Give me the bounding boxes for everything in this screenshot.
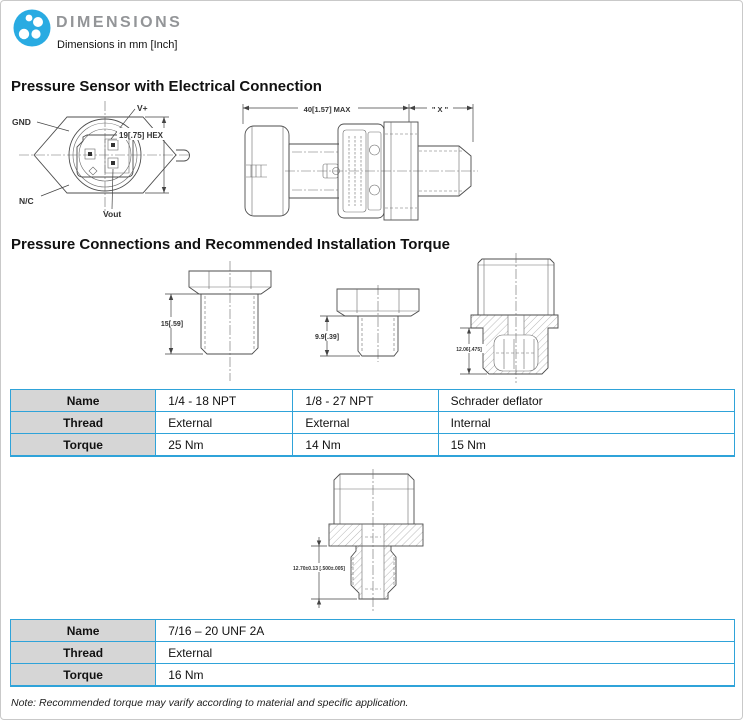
table-cell: External: [156, 642, 735, 664]
section-heading-connections: Pressure Connections and Recommended Installation Torque: [11, 236, 450, 253]
table-row: [11, 390, 735, 412]
table-cell: Internal: [438, 412, 734, 434]
schrader-drawing: [446, 251, 571, 387]
dim-hex-label: 19[.75] HEX: [119, 131, 164, 140]
dim-npt-eighth-label: 9.9[.39]: [314, 334, 340, 341]
table-cell: Name: [11, 620, 156, 642]
table-cell: 1/8 - 27 NPT: [293, 390, 438, 412]
table-cell: Name: [11, 390, 156, 412]
table-cell: 7/16 – 20 UNF 2A: [156, 620, 735, 642]
table-row: [11, 664, 735, 687]
page-title: DIMENSIONS: [56, 14, 183, 31]
footer-note: Note: Recommended torque may varify according to material and specific application.: [11, 697, 409, 709]
connector-logo-icon: [13, 9, 51, 47]
pin-label-nc: N/C: [19, 196, 34, 206]
face-view-drawing: [11, 97, 216, 219]
pin-label-vplus: V+: [137, 103, 148, 113]
dim-schrader-label: 12.06[.475]: [456, 347, 482, 353]
torque-table-npt: [10, 389, 735, 457]
section-heading-sensor: Pressure Sensor with Electrical Connection: [11, 78, 322, 95]
page-subtitle: Dimensions in mm [Inch]: [57, 39, 178, 51]
unf-drawing: [261, 467, 436, 617]
table-cell: Thread: [11, 642, 156, 664]
torque-table-unf: [10, 619, 735, 687]
table-cell: Schrader deflator: [438, 390, 734, 412]
npt-eighth-drawing: [306, 284, 426, 364]
pin-label-vout: Vout: [103, 209, 122, 219]
dim-npt-quarter-label: 15[.59]: [160, 321, 184, 328]
npt-quarter-drawing: [151, 259, 291, 384]
table-row: [11, 434, 735, 457]
table-row: [11, 642, 735, 664]
table-cell: 14 Nm: [293, 434, 438, 457]
table-cell: 1/4 - 18 NPT: [156, 390, 293, 412]
table-cell: External: [293, 412, 438, 434]
table-row: [11, 620, 735, 642]
table-cell: Torque: [11, 434, 156, 457]
table-cell: External: [156, 412, 293, 434]
dim-length-label: 40[1.57] MAX: [303, 105, 351, 114]
pin-label-gnd: GND: [12, 117, 31, 127]
side-view-drawing: [239, 94, 479, 224]
dim-unf-label: 12.70±0.13 [.500±.005]: [293, 566, 345, 572]
table-cell: 15 Nm: [438, 434, 734, 457]
dim-x-label: " X ": [431, 105, 449, 114]
table-cell: 25 Nm: [156, 434, 293, 457]
table-cell: Thread: [11, 412, 156, 434]
table-cell: Torque: [11, 664, 156, 687]
table-cell: 16 Nm: [156, 664, 735, 687]
table-row: [11, 412, 735, 434]
